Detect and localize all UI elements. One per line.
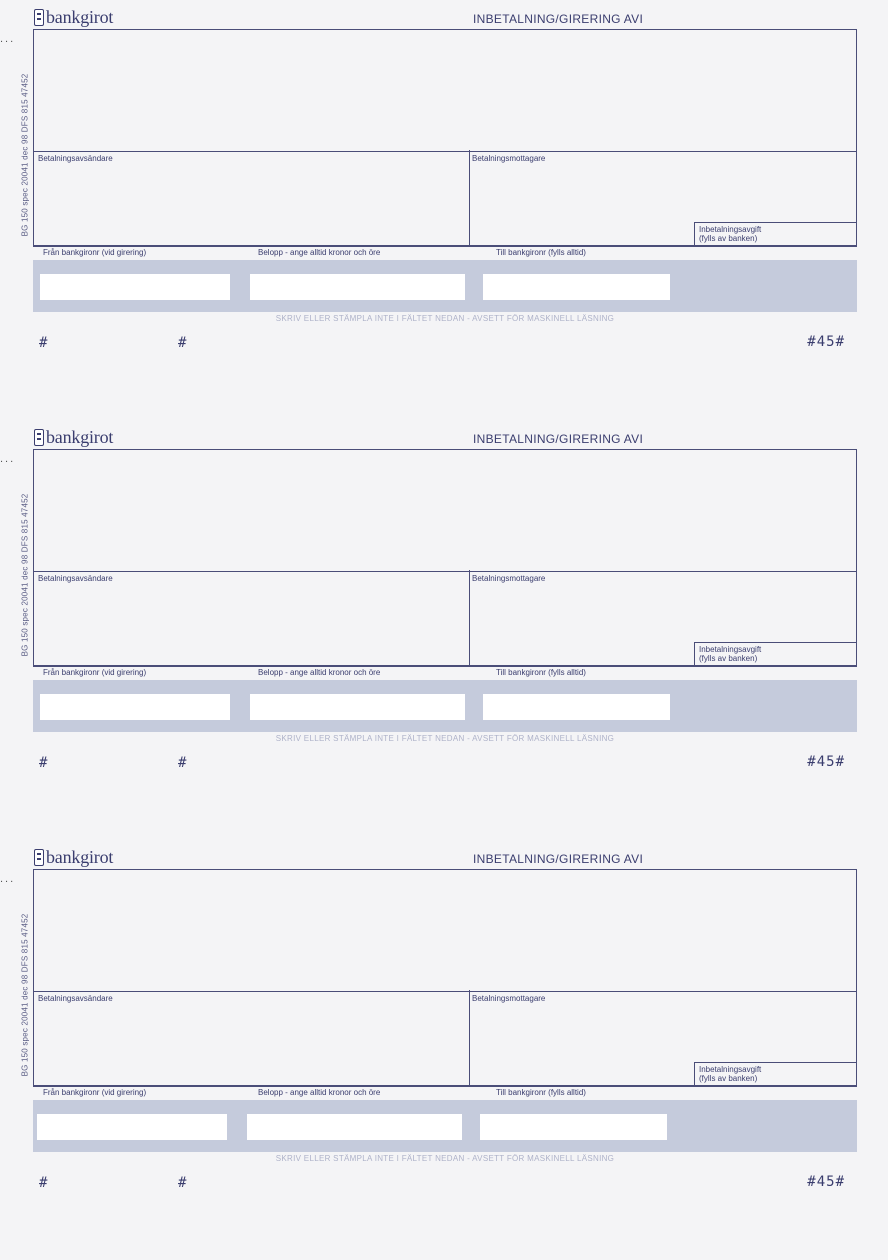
from-bankgiro-input[interactable]	[40, 274, 230, 300]
ocr-code: #45#	[807, 334, 845, 350]
fee-field[interactable]	[694, 1062, 857, 1087]
hash-left: #	[39, 1175, 48, 1191]
divider	[33, 245, 857, 247]
hash-left: #	[39, 335, 48, 351]
bankgirot-logo	[34, 847, 113, 868]
ocr-code: #45#	[807, 754, 845, 770]
machine-reading-warning: SKRIV ELLER STÄMPLA INTE I FÄLTET NEDAN - AVSETT FÖR MASKINELL LÄSNING	[275, 1154, 615, 1163]
amount-input[interactable]	[247, 1114, 462, 1140]
to-bankgiro-label: Till bankgironr (fylls alltid)	[496, 1088, 586, 1097]
machine-reading-warning: SKRIV ELLER STÄMPLA INTE I FÄLTET NEDAN - AVSETT FÖR MASKINELL LÄSNING	[275, 734, 615, 743]
fee-label: Inbetalningsavgift (fylls av banken)	[699, 645, 762, 663]
bankgirot-logo	[34, 427, 113, 448]
divider	[33, 665, 857, 667]
from-bankgiro-label: Från bankgironr (vid girering)	[43, 248, 147, 257]
message-area[interactable]	[33, 869, 857, 992]
machine-reading-band	[33, 260, 857, 312]
machine-reading-band	[33, 680, 857, 732]
amount-input[interactable]	[250, 694, 465, 720]
from-bankgiro-input[interactable]	[40, 694, 230, 720]
receiver-label: Betalningsmottagare	[472, 994, 546, 1003]
machine-reading-warning: SKRIV ELLER STÄMPLA INTE I FÄLTET NEDAN - AVSETT FÖR MASKINELL LÄSNING	[275, 314, 615, 323]
form-code-text: BG 150 spec 20041 dec 98 DFS 815 47452	[20, 493, 30, 657]
logo-text: bankgirot	[46, 427, 114, 447]
form-code	[20, 65, 30, 245]
to-bankgiro-label: Till bankgironr (fylls alltid)	[496, 668, 586, 677]
logo-text: bankgirot	[46, 7, 114, 27]
to-bankgiro-label: Till bankgironr (fylls alltid)	[496, 248, 586, 257]
fee-label: Inbetalningsavgift (fylls av banken)	[699, 1065, 762, 1083]
amount-label: Belopp - ange alltid kronor och öre	[258, 668, 381, 677]
from-bankgiro-label: Från bankgironr (vid girering)	[43, 1088, 147, 1097]
from-bankgiro-label: Från bankgironr (vid girering)	[43, 668, 147, 677]
sender-label: Betalningsavsändare	[38, 574, 113, 583]
logo-text: bankgirot	[46, 847, 114, 867]
machine-reading-band	[33, 1100, 857, 1152]
perforation-dots: ...	[0, 33, 16, 45]
sender-field[interactable]	[33, 570, 470, 667]
receiver-label: Betalningsmottagare	[472, 154, 546, 163]
hash-left: #	[39, 755, 48, 771]
form-code	[20, 485, 30, 665]
payment-slip-2	[0, 420, 888, 840]
ocr-code: #45#	[807, 1174, 845, 1190]
amount-label: Belopp - ange alltid kronor och öre	[258, 248, 381, 257]
sender-field[interactable]	[33, 150, 470, 247]
sender-field[interactable]	[33, 990, 470, 1087]
sender-label: Betalningsavsändare	[38, 994, 113, 1003]
form-code-text: BG 150 spec 20041 dec 98 DFS 815 47452	[20, 73, 30, 237]
payment-slip-3	[0, 840, 888, 1260]
message-area[interactable]	[33, 29, 857, 152]
divider	[33, 1085, 857, 1087]
form-code	[20, 905, 30, 1085]
perforation-dots: ...	[0, 873, 16, 885]
from-bankgiro-input[interactable]	[37, 1114, 227, 1140]
form-title: INBETALNING/GIRERING AVI	[473, 432, 644, 446]
form-code-text: BG 150 spec 20041 dec 98 DFS 815 47452	[20, 913, 30, 1077]
fee-field[interactable]	[694, 642, 857, 667]
bankgirot-logo-icon	[34, 849, 44, 866]
to-bankgiro-input[interactable]	[483, 274, 670, 300]
hash-mid: #	[178, 335, 187, 351]
hash-mid: #	[178, 1175, 187, 1191]
fee-label: Inbetalningsavgift (fylls av banken)	[699, 225, 762, 243]
sender-label: Betalningsavsändare	[38, 154, 113, 163]
message-area[interactable]	[33, 449, 857, 572]
to-bankgiro-input[interactable]	[480, 1114, 667, 1140]
hash-mid: #	[178, 755, 187, 771]
fee-field[interactable]	[694, 222, 857, 247]
form-title: INBETALNING/GIRERING AVI	[473, 12, 644, 26]
perforation-dots: ...	[0, 453, 16, 465]
amount-label: Belopp - ange alltid kronor och öre	[258, 1088, 381, 1097]
receiver-label: Betalningsmottagare	[472, 574, 546, 583]
bankgirot-logo-icon	[34, 9, 44, 26]
bankgirot-logo-icon	[34, 429, 44, 446]
amount-input[interactable]	[250, 274, 465, 300]
form-title: INBETALNING/GIRERING AVI	[473, 852, 644, 866]
payment-slip-1	[0, 0, 888, 420]
bankgirot-logo	[34, 7, 113, 28]
to-bankgiro-input[interactable]	[483, 694, 670, 720]
